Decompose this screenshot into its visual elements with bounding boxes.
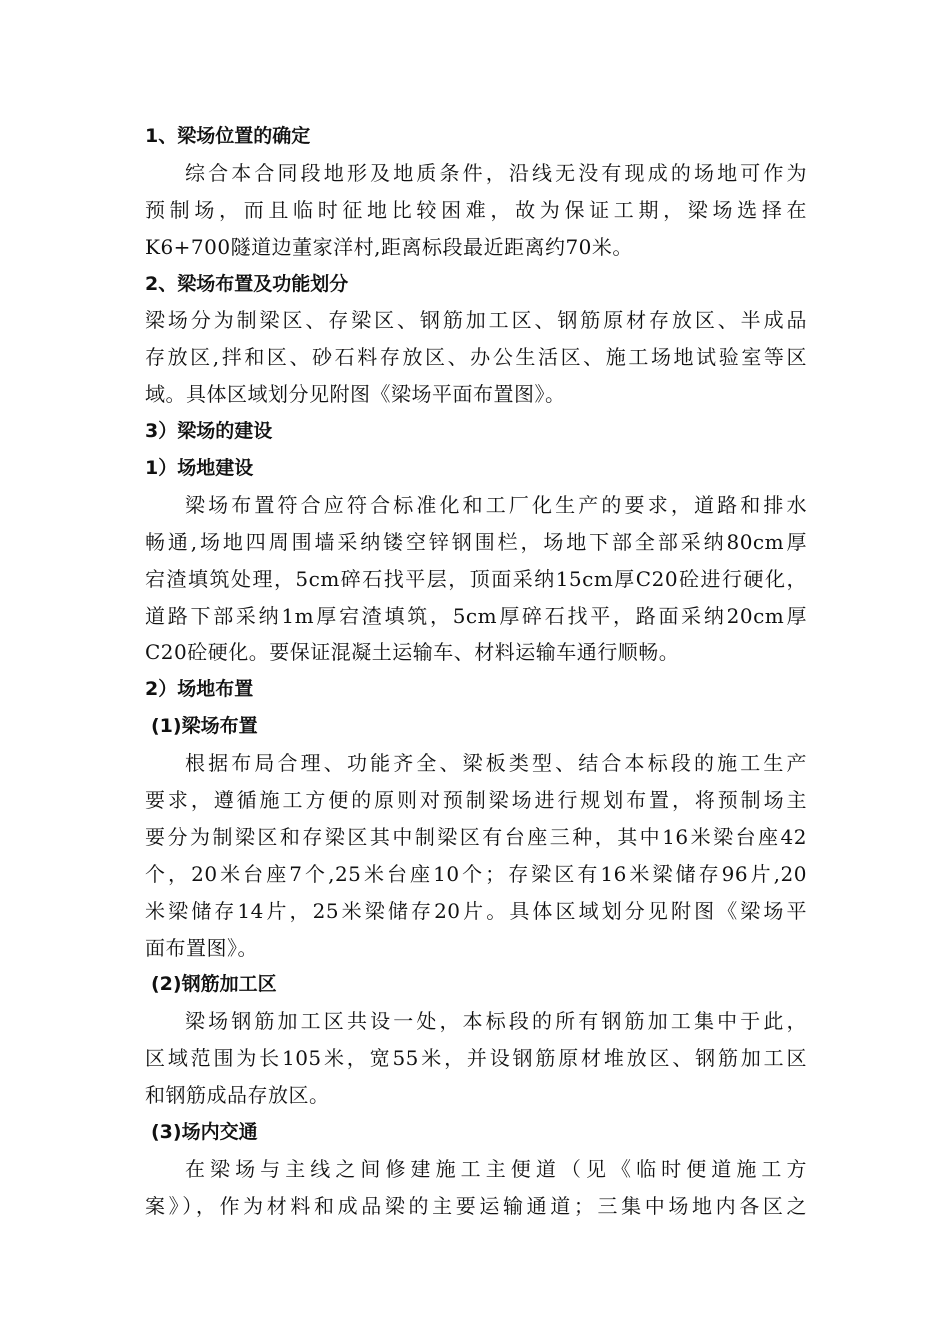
paragraph-line: 梁场分为制梁区、存梁区、钢筋加工区、钢筋原材存放区、半成品 [145,308,807,333]
paragraph-last-line: K6+700隧道边董家洋村,距离标段最近距离约70米。 [145,234,633,259]
paragraph-line: 案》），作为材料和成品梁的主要运输通道；三集中场地内各区之 [145,1193,807,1218]
paragraph-line: 米梁储存14片，25米梁储存20片。具体区域划分见附图《梁场平 [145,898,807,923]
section-heading: 3）梁场的建设 [145,420,273,443]
section-heading: 1）场地建设 [145,457,254,480]
section-heading: 2）场地布置 [145,678,254,701]
paragraph-line: 区域范围为长105米，宽55米，并设钢筋原材堆放区、钢筋加工区 [145,1046,807,1071]
paragraph-line: 预制场，而且临时征地比较困难，故为保证工期，梁场选择在 [145,197,807,222]
paragraph-last-line: 域。具体区域划分见附图《梁场平面布置图》。 [145,382,566,407]
section-heading: 2、梁场布置及功能划分 [145,272,349,295]
paragraph-first-line: 梁场布置符合应符合标准化和工厂化生产的要求，道路和排水 [185,492,807,517]
section-heading: 1、梁场位置的确定 [145,125,311,147]
paragraph-first-line: 梁场钢筋加工区共设一处，本标段的所有钢筋加工集中于此， [185,1009,807,1034]
paragraph-line: 要求，遵循施工方便的原则对预制梁场进行规划布置，将预制场主 [145,788,807,813]
paragraph-line: 存放区,拌和区、砂石料存放区、办公生活区、施工场地试验室等区 [145,345,807,370]
paragraph-line: 道路下部采纳1m厚宕渣填筑，5cm厚碎石找平，路面采纳20cm厚 [145,603,807,628]
subsection-heading: (2)钢筋加工区 [151,973,277,996]
paragraph-first-line: 综合本合同段地形及地质条件，沿线无没有现成的场地可作为 [185,160,807,185]
paragraph-line: 畅通,场地四周围墙采纳镂空锌钢围栏，场地下部全部采纳80cm厚 [145,529,807,554]
subsection-heading: (1)梁场布置 [151,715,258,738]
paragraph-first-line: 根据布局合理、功能齐全、梁板类型、结合本标段的施工生产 [185,751,807,776]
paragraph-last-line: 和钢筋成品存放区。 [145,1083,330,1108]
paragraph-first-line: 在梁场与主线之间修建施工主便道（见《临时便道施工方 [185,1156,807,1181]
paragraph-last-line: C20砼硬化。要保证混凝土运输车、材料运输车通行顺畅。 [145,640,680,665]
paragraph-last-line: 面布置图》。 [145,935,258,960]
document-body [145,118,807,1225]
paragraph-line: 个，20米台座7个,25米台座10个；存梁区有16米梁储存96片,20 [145,861,807,886]
paragraph-line: 宕渣填筑处理，5cm碎石找平层，顶面采纳15cm厚C20砼进行硬化， [145,566,807,591]
paragraph-line: 要分为制梁区和存梁区其中制梁区有台座三种，其中16米梁台座42 [145,824,807,849]
subsection-heading: (3)场内交通 [151,1121,258,1144]
